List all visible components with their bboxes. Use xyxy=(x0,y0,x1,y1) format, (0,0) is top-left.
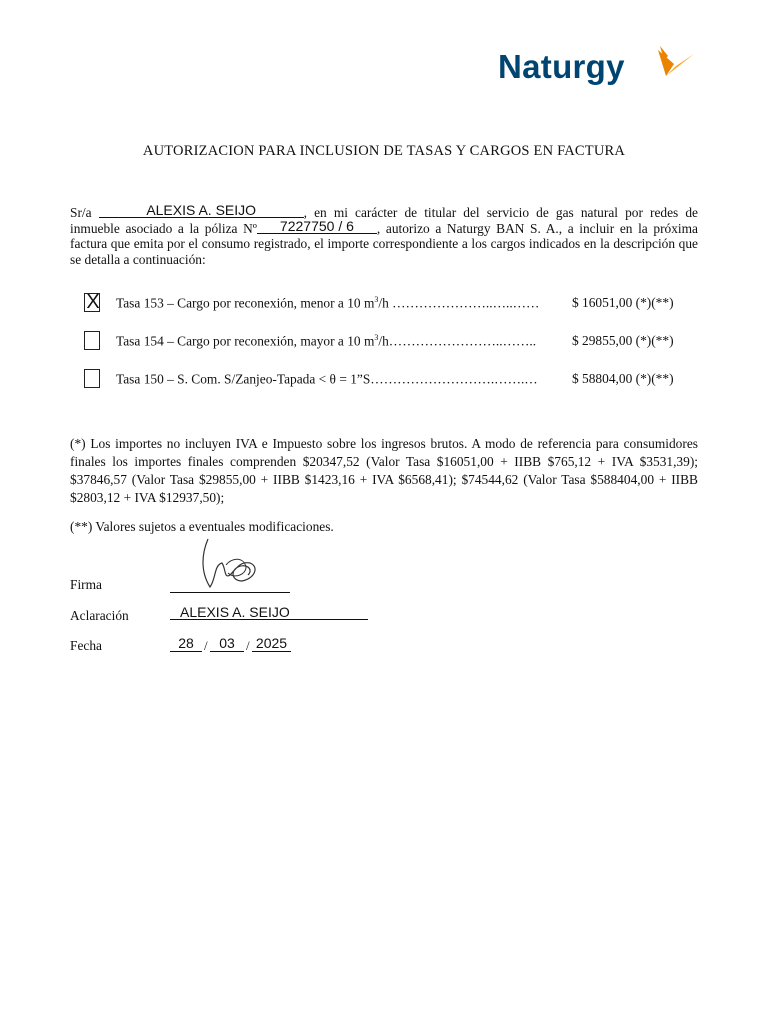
charge-amount: $ 29855,00 (*)(**) xyxy=(572,333,674,348)
logo-text: Naturgy xyxy=(498,48,625,85)
clarification-field[interactable]: ALEXIS A. SEIJO xyxy=(170,604,368,620)
intro-text-2: , autorizo a Naturgy BAN S. A., a incluir en la próxima factura que emita por el consumo registrado, el importe correspondiente a los cargos indicados en la descripción que se detalla a continuación: xyxy=(70,220,698,267)
charge-row xyxy=(70,331,690,355)
charge-checkbox[interactable] xyxy=(84,331,100,350)
butterfly-icon xyxy=(656,46,696,82)
holder-name-field: ALEXIS A. SEIJO xyxy=(99,203,304,218)
date-day-field[interactable]: 28 xyxy=(170,635,202,652)
charge-amount: $ 58804,00 (*)(**) xyxy=(572,371,674,386)
charge-row xyxy=(70,293,690,317)
intro-text-1: , en mi carácter de titular del servicio de gas natural por redes de inmueble asociado a la póliza Nº xyxy=(70,205,698,236)
footnote-values: (**) Valores sujetos a eventuales modificaciones. xyxy=(70,519,334,534)
check-mark: X xyxy=(86,291,100,313)
date-year-field[interactable]: 2025 xyxy=(252,635,291,652)
charge-checkbox[interactable] xyxy=(84,369,100,388)
signature-label: Firma xyxy=(70,577,102,592)
charge-description: Tasa 154 – Cargo por reconexión, mayor a 10 $m^3/h\dots\dots\dots\dots\dots\dots\dots\dots..\dots\dots$.. xyxy=(116,333,537,349)
document-title: AUTORIZACION PARA INCLUSION DE TASAS Y CARGOS EN FACTURA xyxy=(142,143,626,159)
policy-number-field: 7227750 / 6 xyxy=(257,219,377,234)
signature-field[interactable] xyxy=(170,576,290,593)
intro-prefix: Sr/a xyxy=(70,205,92,220)
charge-row xyxy=(70,369,690,393)
date-month-field[interactable]: 03 xyxy=(210,635,244,652)
charge-amount: $ 16051,00 (*)(**) xyxy=(572,295,674,310)
charge-description: Tasa 150 – S. Com. S/Zanjeo-Tapada < θ = 1”S……………………….…….… xyxy=(116,371,538,387)
charge-description: Tasa 153 – Cargo por reconexión, menor a 10 $m^3/h$ …………………..…..…… xyxy=(116,295,540,311)
date-separator: / xyxy=(204,638,208,653)
date-label: Fecha xyxy=(70,638,102,653)
clarification-label: Aclaración xyxy=(70,608,129,623)
intro-paragraph xyxy=(70,202,698,267)
charge-checkbox[interactable] xyxy=(84,293,100,312)
footnote-taxes: (*) Los importes no incluyen IVA e Impuesto sobre los ingresos brutos. A modo de referencia para consumidores finales los importes finales comprenden $20347,52 (Valor Tasa $16051,00 + IIBB $765,12 + IVA $3531,39); $37846,57 (Valor Tasa $29855,00 + IIBB $1423,16 + IVA $6568,41); $74544,62 (Valor Tasa $588404,00 + IIBB $2803,12 + IVA $12937,50); xyxy=(70,436,698,505)
date-separator: / xyxy=(246,638,250,653)
naturgy-logo xyxy=(498,44,698,96)
